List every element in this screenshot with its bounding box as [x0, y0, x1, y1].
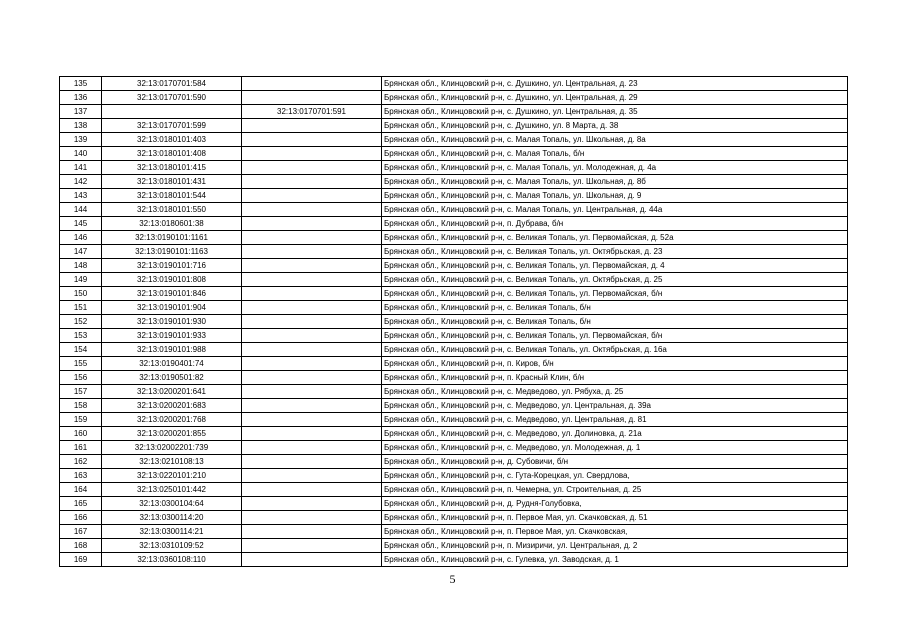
cadastral-number-alt-cell: [242, 231, 382, 245]
row-number-cell: 152: [60, 315, 102, 329]
address-cell: Брянская обл., Клинцовский р-н, с. Великая Топаль, ул. Первомайская, д. 4: [382, 259, 848, 273]
address-cell: Брянская обл., Клинцовский р-н, с. Великая Топаль, ул. Первомайская, б/н: [382, 329, 848, 343]
address-cell: Брянская обл., Клинцовский р-н, с. Малая Топаль, б/н: [382, 147, 848, 161]
cadastral-number-cell: 32:13:0180101:403: [102, 133, 242, 147]
cadastral-number-alt-cell: [242, 469, 382, 483]
row-number-cell: 153: [60, 329, 102, 343]
address-cell: Брянская обл., Клинцовский р-н, с. Медведово, ул. Долиновка, д. 21а: [382, 427, 848, 441]
cadastral-number-cell: 32:13:0190501:82: [102, 371, 242, 385]
row-number-cell: 161: [60, 441, 102, 455]
cadastral-number-alt-cell: [242, 77, 382, 91]
cadastral-number-alt-cell: [242, 175, 382, 189]
cadastral-number-alt-cell: [242, 133, 382, 147]
cadastral-number-alt-cell: [242, 273, 382, 287]
address-cell: Брянская обл., Клинцовский р-н, с. Великая Топаль, ул. Октябрьская, д. 25: [382, 273, 848, 287]
cadastral-number-cell: 32:13:0310109:52: [102, 539, 242, 553]
table-row: [60, 427, 848, 441]
row-number-cell: 141: [60, 161, 102, 175]
row-number-cell: 151: [60, 301, 102, 315]
address-cell: Брянская обл., Клинцовский р-н, с. Душкино, ул. 8 Марта, д. 38: [382, 119, 848, 133]
table-row: [60, 525, 848, 539]
address-cell: Брянская обл., Клинцовский р-н, с. Гута-Корецкая, ул. Свердлова,: [382, 469, 848, 483]
table-row: [60, 119, 848, 133]
cadastral-number-cell: 32:13:0180101:550: [102, 203, 242, 217]
cadastral-number-cell: 32:13:0250101:442: [102, 483, 242, 497]
row-number-cell: 135: [60, 77, 102, 91]
cadastral-number-alt-cell: [242, 483, 382, 497]
table-row: [60, 231, 848, 245]
table-row: [60, 413, 848, 427]
row-number-cell: 167: [60, 525, 102, 539]
table-row: [60, 539, 848, 553]
cadastral-number-alt-cell: [242, 329, 382, 343]
address-cell: Брянская обл., Клинцовский р-н, с. Малая Топаль, ул. Школьная, д. 8а: [382, 133, 848, 147]
address-cell: Брянская обл., Клинцовский р-н, с. Великая Топаль, ул. Октябрьская, д. 23: [382, 245, 848, 259]
cadastral-number-alt-cell: [242, 287, 382, 301]
cadastral-number-alt-cell: [242, 245, 382, 259]
row-number-cell: 158: [60, 399, 102, 413]
table-row: [60, 175, 848, 189]
cadastral-number-alt-cell: 32:13:0170701:591: [242, 105, 382, 119]
row-number-cell: 139: [60, 133, 102, 147]
cadastral-number-alt-cell: [242, 525, 382, 539]
row-number-cell: 168: [60, 539, 102, 553]
cadastral-number-alt-cell: [242, 91, 382, 105]
address-cell: Брянская обл., Клинцовский р-н, с. Медведово, ул. Рябуха, д. 25: [382, 385, 848, 399]
row-number-cell: 147: [60, 245, 102, 259]
address-cell: Брянская обл., Клинцовский р-н, с. Гулевка, ул. Заводская, д. 1: [382, 553, 848, 567]
cadastral-number-cell: 32:13:0210108:13: [102, 455, 242, 469]
cadastral-number-cell: 32:13:0180601:38: [102, 217, 242, 231]
address-cell: Брянская обл., Клинцовский р-н, с. Великая Топаль, б/н: [382, 301, 848, 315]
table-row: [60, 357, 848, 371]
table-row: [60, 147, 848, 161]
address-cell: Брянская обл., Клинцовский р-н, с. Душкино, ул. Центральная, д. 29: [382, 91, 848, 105]
cadastral-number-cell: 32:13:0190101:808: [102, 273, 242, 287]
table-row: [60, 329, 848, 343]
table-row: [60, 203, 848, 217]
cadastral-number-cell: 32:13:02002201:739: [102, 441, 242, 455]
table-row: [60, 497, 848, 511]
cadastral-number-cell: 32:13:0190101:988: [102, 343, 242, 357]
row-number-cell: 154: [60, 343, 102, 357]
cadastral-number-cell: 32:13:0180101:415: [102, 161, 242, 175]
row-number-cell: 140: [60, 147, 102, 161]
row-number-cell: 137: [60, 105, 102, 119]
cadastral-number-alt-cell: [242, 189, 382, 203]
cadastral-number-alt-cell: [242, 217, 382, 231]
row-number-cell: 169: [60, 553, 102, 567]
table-row: [60, 343, 848, 357]
cadastral-number-cell: 32:13:0300114:20: [102, 511, 242, 525]
address-cell: Брянская обл., Клинцовский р-н, с. Душкино, ул. Центральная, д. 23: [382, 77, 848, 91]
address-cell: Брянская обл., Клинцовский р-н, п. Киров, б/н: [382, 357, 848, 371]
cadastral-number-cell: 32:13:0190101:846: [102, 287, 242, 301]
row-number-cell: 157: [60, 385, 102, 399]
cadastral-number-cell: 32:13:0360108:110: [102, 553, 242, 567]
address-cell: Брянская обл., Клинцовский р-н, с. Душкино, ул. Центральная, д. 35: [382, 105, 848, 119]
table-row: [60, 91, 848, 105]
cadastral-number-cell: 32:13:0190101:1163: [102, 245, 242, 259]
table-row: [60, 399, 848, 413]
table-row: [60, 455, 848, 469]
cadastral-number-cell: 32:13:0190101:1161: [102, 231, 242, 245]
cadastral-number-alt-cell: [242, 371, 382, 385]
row-number-cell: 150: [60, 287, 102, 301]
table-row: [60, 483, 848, 497]
cadastral-number-alt-cell: [242, 553, 382, 567]
address-cell: Брянская обл., Клинцовский р-н, с. Великая Топаль, ул. Первомайская, д. 52а: [382, 231, 848, 245]
row-number-cell: 143: [60, 189, 102, 203]
row-number-cell: 136: [60, 91, 102, 105]
table-row: [60, 77, 848, 91]
cadastral-number-cell: 32:13:0300114:21: [102, 525, 242, 539]
table-row: [60, 105, 848, 119]
land-plot-table: [59, 76, 848, 567]
table-row: [60, 259, 848, 273]
cadastral-number-cell: 32:13:0180101:431: [102, 175, 242, 189]
cadastral-number-cell: 32:13:0200201:768: [102, 413, 242, 427]
cadastral-number-cell: 32:13:0180101:544: [102, 189, 242, 203]
address-cell: Брянская обл., Клинцовский р-н, с. Малая Топаль, ул. Центральная, д. 44а: [382, 203, 848, 217]
address-cell: Брянская обл., Клинцовский р-н, д. Рудня-Голубовка,: [382, 497, 848, 511]
row-number-cell: 160: [60, 427, 102, 441]
table-row: [60, 385, 848, 399]
row-number-cell: 162: [60, 455, 102, 469]
cadastral-number-cell: 32:13:0190101:930: [102, 315, 242, 329]
address-cell: Брянская обл., Клинцовский р-н, с. Малая Топаль, ул. Школьная, д. 9: [382, 189, 848, 203]
address-cell: Брянская обл., Клинцовский р-н, с. Великая Топаль, ул. Октябрьская, д. 16а: [382, 343, 848, 357]
cadastral-number-alt-cell: [242, 147, 382, 161]
row-number-cell: 166: [60, 511, 102, 525]
row-number-cell: 159: [60, 413, 102, 427]
address-cell: Брянская обл., Клинцовский р-н, п. Красный Клин, б/н: [382, 371, 848, 385]
table-row: [60, 161, 848, 175]
cadastral-number-alt-cell: [242, 413, 382, 427]
row-number-cell: 165: [60, 497, 102, 511]
row-number-cell: 144: [60, 203, 102, 217]
table-row: [60, 273, 848, 287]
address-cell: Брянская обл., Клинцовский р-н, п. Чемерна, ул. Строительная, д. 25: [382, 483, 848, 497]
cadastral-number-alt-cell: [242, 343, 382, 357]
cadastral-number-cell: 32:13:0190101:933: [102, 329, 242, 343]
address-cell: Брянская обл., Клинцовский р-н, с. Медведово, ул. Молодежная, д. 1: [382, 441, 848, 455]
cadastral-number-alt-cell: [242, 427, 382, 441]
table-row: [60, 133, 848, 147]
row-number-cell: 163: [60, 469, 102, 483]
row-number-cell: 156: [60, 371, 102, 385]
cadastral-number-cell: 32:13:0190101:716: [102, 259, 242, 273]
table-row: [60, 245, 848, 259]
cadastral-number-alt-cell: [242, 497, 382, 511]
address-cell: Брянская обл., Клинцовский р-н, с. Малая Топаль, ул. Школьная, д. 8б: [382, 175, 848, 189]
cadastral-number-alt-cell: [242, 511, 382, 525]
cadastral-number-alt-cell: [242, 119, 382, 133]
cadastral-number-alt-cell: [242, 161, 382, 175]
cadastral-number-alt-cell: [242, 315, 382, 329]
page-number: 5: [449, 572, 456, 586]
cadastral-number-cell: 32:13:0200201:683: [102, 399, 242, 413]
cadastral-number-alt-cell: [242, 301, 382, 315]
address-cell: Брянская обл., Клинцовский р-н, с. Малая Топаль, ул. Молодежная, д. 4а: [382, 161, 848, 175]
row-number-cell: 149: [60, 273, 102, 287]
table-row: [60, 511, 848, 525]
address-cell: Брянская обл., Клинцовский р-н, п. Первое Мая, ул. Скачковская, д. 51: [382, 511, 848, 525]
cadastral-number-alt-cell: [242, 539, 382, 553]
cadastral-number-cell: 32:13:0170701:584: [102, 77, 242, 91]
row-number-cell: 145: [60, 217, 102, 231]
cadastral-number-alt-cell: [242, 259, 382, 273]
cadastral-number-alt-cell: [242, 203, 382, 217]
address-cell: Брянская обл., Клинцовский р-н, с. Великая Топаль, б/н: [382, 315, 848, 329]
cadastral-number-alt-cell: [242, 441, 382, 455]
address-cell: Брянская обл., Клинцовский р-н, п. Мизиричи, ул. Центральная, д. 2: [382, 539, 848, 553]
cadastral-number-alt-cell: [242, 455, 382, 469]
address-cell: Брянская обл., Клинцовский р-н, п. Первое Мая, ул. Скачковская,: [382, 525, 848, 539]
cadastral-number-cell: 32:13:0190401:74: [102, 357, 242, 371]
row-number-cell: 155: [60, 357, 102, 371]
address-cell: Брянская обл., Клинцовский р-н, с. Медведово, ул. Центральная, д. 81: [382, 413, 848, 427]
table-body: [60, 77, 848, 567]
row-number-cell: 146: [60, 231, 102, 245]
table-row: [60, 287, 848, 301]
cadastral-number-cell: 32:13:0200201:641: [102, 385, 242, 399]
row-number-cell: 148: [60, 259, 102, 273]
address-cell: Брянская обл., Клинцовский р-н, с. Великая Топаль, ул. Первомайская, б/н: [382, 287, 848, 301]
table-row: [60, 553, 848, 567]
cadastral-number-cell: 32:13:0170701:599: [102, 119, 242, 133]
row-number-cell: 138: [60, 119, 102, 133]
cadastral-number-cell: 32:13:0180101:408: [102, 147, 242, 161]
cadastral-number-alt-cell: [242, 399, 382, 413]
cadastral-number-cell: 32:13:0200201:855: [102, 427, 242, 441]
cadastral-number-cell: 32:13:0220101:210: [102, 469, 242, 483]
table-row: [60, 469, 848, 483]
table-row: [60, 217, 848, 231]
cadastral-number-cell: 32:13:0170701:590: [102, 91, 242, 105]
row-number-cell: 164: [60, 483, 102, 497]
address-cell: Брянская обл., Клинцовский р-н, с. Медведово, ул. Центральная, д. 39а: [382, 399, 848, 413]
address-cell: Брянская обл., Клинцовский р-н, д. Субовичи, б/н: [382, 455, 848, 469]
table-row: [60, 371, 848, 385]
cadastral-number-cell: 32:13:0300104:64: [102, 497, 242, 511]
table-row: [60, 301, 848, 315]
cadastral-number-cell: 32:13:0190101:904: [102, 301, 242, 315]
table-row: [60, 315, 848, 329]
cadastral-number-cell: [102, 105, 242, 119]
cadastral-number-alt-cell: [242, 385, 382, 399]
address-cell: Брянская обл., Клинцовский р-н, п. Дубрава, б/н: [382, 217, 848, 231]
table-row: [60, 189, 848, 203]
table-row: [60, 441, 848, 455]
row-number-cell: 142: [60, 175, 102, 189]
cadastral-number-alt-cell: [242, 357, 382, 371]
